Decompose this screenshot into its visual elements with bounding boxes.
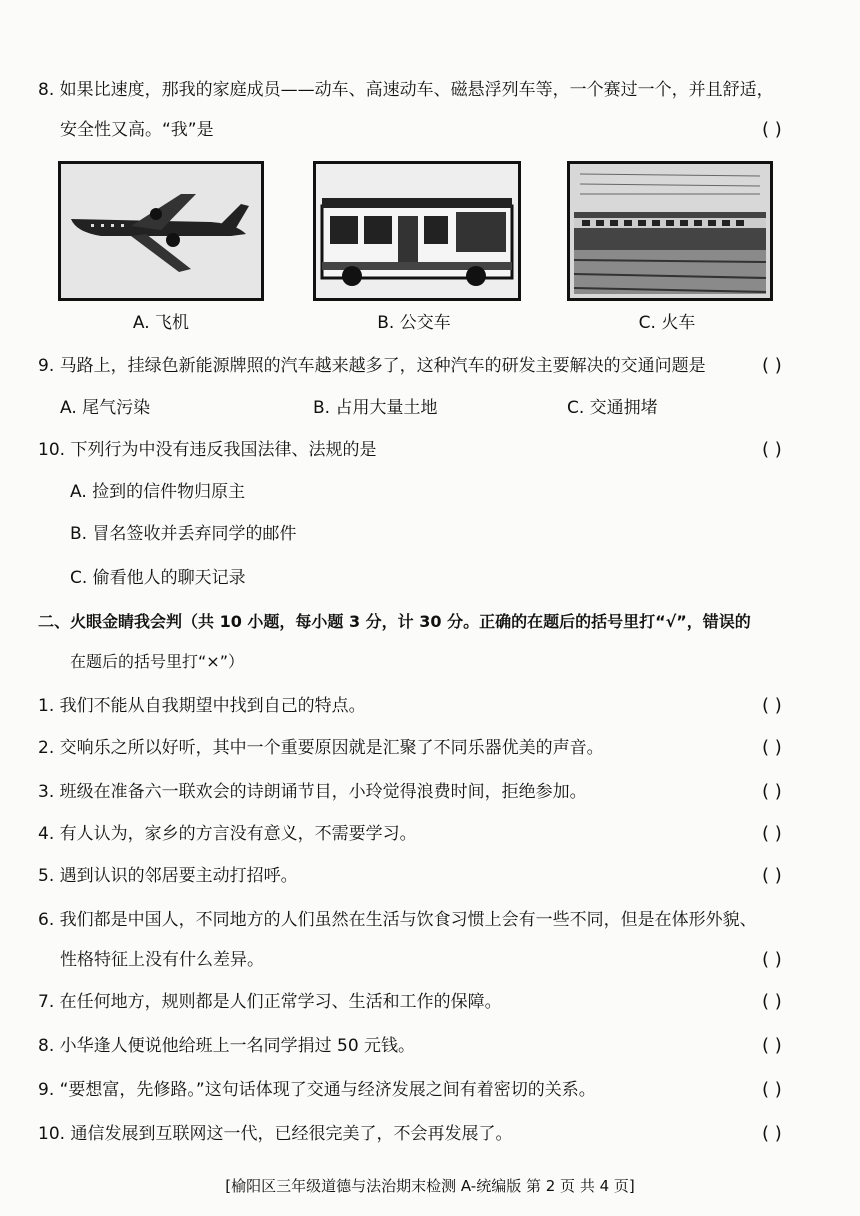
q8-option-b: B. 公交车 xyxy=(377,313,451,333)
q10-option-a: A. 捡到的信件物归原主 xyxy=(70,482,246,502)
q10-option-b: B. 冒名签收并丢弃同学的邮件 xyxy=(70,524,297,544)
q10-answer-paren: ( ) xyxy=(762,439,782,460)
airplane-image xyxy=(58,161,264,301)
q10-text: 10. 下列行为中没有违反我国法律、法规的是 xyxy=(38,440,377,460)
judge-item-8: 8. 小华逢人便说他给班上一名同学捐过 50 元钱。 xyxy=(38,1036,416,1056)
q9-option-a: A. 尾气污染 xyxy=(60,398,151,418)
q10-option-c: C. 偷看他人的聊天记录 xyxy=(70,568,246,588)
section2-title-line1: 二、火眼金睛我会判（共 10 小题，每小题 3 分，计 30 分。正确的在题后的括号里打“√”，错误的 xyxy=(38,612,751,631)
train-image xyxy=(567,161,773,301)
judge-paren-5: ( ) xyxy=(762,865,782,886)
judge-item-4: 4. 有人认为，家乡的方言没有意义，不需要学习。 xyxy=(38,824,417,844)
section2-title-line2: 在题后的括号里打“×”） xyxy=(70,652,244,671)
q9-option-c: C. 交通拥堵 xyxy=(567,398,658,418)
bus-image xyxy=(313,161,521,301)
q8-option-c: C. 火车 xyxy=(638,313,696,333)
q9-text: 9. 马路上，挂绿色新能源牌照的汽车越来越多了，这种汽车的研发主要解决的交通问题是 xyxy=(38,356,706,376)
q8-answer-paren: ( ) xyxy=(762,119,782,140)
judge-paren-8: ( ) xyxy=(762,1035,782,1056)
judge-item-9: 9. “要想富，先修路。”这句话体现了交通与经济发展之间有着密切的关系。 xyxy=(38,1080,596,1100)
judge-item-6-line2: 性格特征上没有什么差异。 xyxy=(60,950,264,970)
judge-paren-3: ( ) xyxy=(762,781,782,802)
judge-paren-9: ( ) xyxy=(762,1079,782,1100)
judge-paren-7: ( ) xyxy=(762,991,782,1012)
judge-paren-6: ( ) xyxy=(762,949,782,970)
judge-item-1: 1. 我们不能从自我期望中找到自己的特点。 xyxy=(38,696,366,716)
judge-paren-4: ( ) xyxy=(762,823,782,844)
judge-item-3: 3. 班级在准备六一联欢会的诗朗诵节目，小玲觉得浪费时间，拒绝参加。 xyxy=(38,782,587,802)
judge-paren-10: ( ) xyxy=(762,1123,782,1144)
judge-item-2: 2. 交响乐之所以好听，其中一个重要原因就是汇聚了不同乐器优美的声音。 xyxy=(38,738,604,758)
judge-paren-1: ( ) xyxy=(762,695,782,716)
q8-option-a: A. 飞机 xyxy=(132,313,190,333)
judge-paren-2: ( ) xyxy=(762,737,782,758)
q8-text-line2: 安全性又高。“我”是 xyxy=(60,120,214,140)
q9-option-b: B. 占用大量土地 xyxy=(313,398,438,418)
q8-text-line1: 8. 如果比速度，那我的家庭成员——动车、高速动车、磁悬浮列车等，一个赛过一个，并且舒适， xyxy=(38,80,774,100)
judge-item-6-line1: 6. 我们都是中国人，不同地方的人们虽然在生活与饮食习惯上会有一些不同，但是在体形外貌、 xyxy=(38,910,757,930)
q9-answer-paren: ( ) xyxy=(762,355,782,376)
page-footer: [榆阳区三年级道德与法治期末检测 A-统编版 第 2 页 共 4 页] xyxy=(225,1177,635,1195)
judge-item-7: 7. 在任何地方，规则都是人们正常学习、生活和工作的保障。 xyxy=(38,992,502,1012)
judge-item-5: 5. 遇到认识的邻居要主动打招呼。 xyxy=(38,866,298,886)
judge-item-10: 10. 通信发展到互联网这一代，已经很完美了，不会再发展了。 xyxy=(38,1124,513,1144)
